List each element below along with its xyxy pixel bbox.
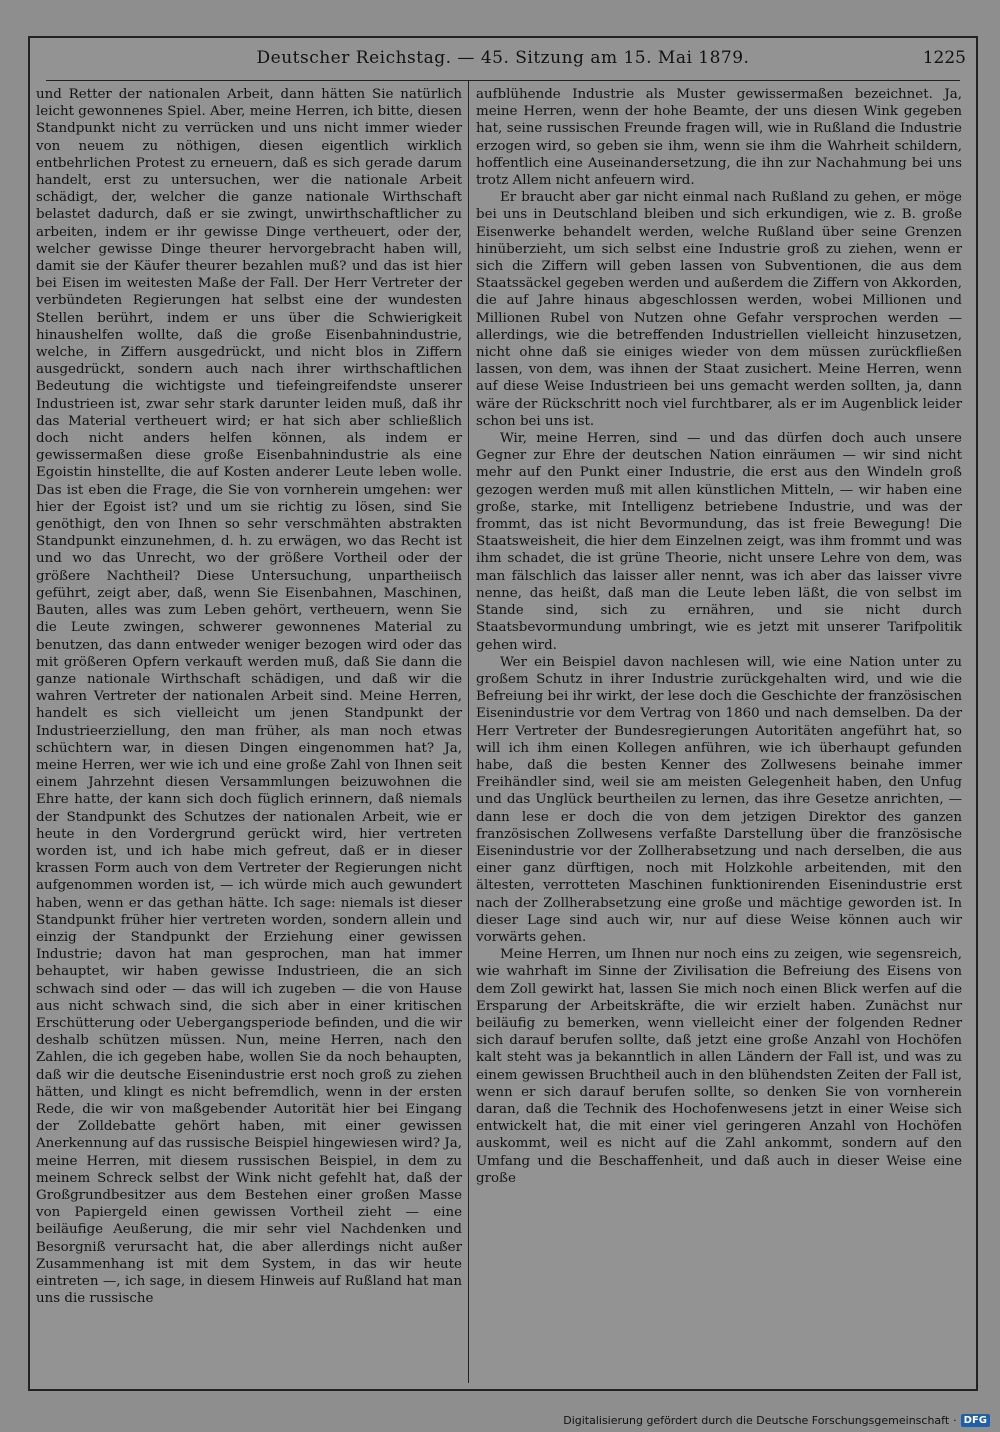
left-column [36, 86, 462, 1307]
dfg-logo-icon: DFG [961, 1414, 990, 1427]
header-rule [46, 80, 960, 81]
page-number: 1225 [922, 48, 966, 68]
paragraph: Wir, meine Herren, sind — und das dürfen doch auch unsere Gegner zur Ehre der deutschen Nation einräumen — wir sind nicht mehr auf den Punkt einer Industrie, die erst aus den Windeln groß gezogen werden muß mit allen künstlichen Mitteln, — wir haben eine große, starke, mit Intelligenz betriebene Industrie, und was der frommt, das ist nicht Bevormundung, das ist freie Bewegung! Die Staatsweisheit, die hier dem Einzelnen zeigt, was ihm frommt und was ihm schadet, die ist grüne Theorie, nicht unsere Lehre von dem, was man fälschlich das laisser aller nennt, was ich aber das laisser vivre nenne, das heißt, daß man die Leute leben läßt, die von selbst im Stande sind, sich zu ernähren, und sie nicht durch Staatsbevormundung umbringt, wie es jetzt mit unserer Tarifpolitik gehen wird. [476, 431, 962, 653]
credit-text: Digitalisierung gefördert durch die Deutsche Forschungsgemeinschaft [563, 1414, 950, 1427]
paragraph: aufblühende Industrie als Muster gewissermaßen bezeichnet. Ja, meine Herren, wenn der hohe Beamte, der uns diesen Wink gegeben hat, seine russischen Freunde fragen will, wie in Rußland die Industrie erzogen wird, so geben sie ihm, wenn sie ihm die Wahrheit schildern, hoffentlich eine Auseinandersetzung, die ihn zur Nachahmung bei uns trotz Allem nicht anfeuern wird. [476, 87, 962, 189]
right-column [476, 86, 962, 1187]
column-divider [468, 80, 469, 1383]
document-page [28, 36, 978, 1391]
paragraph: Er braucht aber gar nicht einmal nach Rußland zu gehen, er möge bei uns in Deutschland bleiben und sich erkundigen, wie z. B. große Eisenwerke behandelt werden, welche Rußland über seine Grenzen hinüberzieht, um sich selbst eine Industrie groß zu ziehen, wenn er sich die Ziffern will geben lassen von Subventionen, die aus dem Staatssäckel gegeben werden und außerdem die Ziffern von Akkorden, die auf Jahre hinaus abgeschlossen werden, wobei Millionen und Millionen Rubel von Nutzen ohne Gefahr versprochen werden — allerdings, wie die betreffenden Industriellen vielleicht hinzusetzen, nicht ohne daß sie einiges wieder von dem müssen zurückfließen lassen, von dem, was ihnen der Staat zusichert. Meine Herren, wenn auf diese Weise Industrieen bei uns gemacht werden sollten, ja, dann wäre der Rückschritt noch viel furchtbarer, als er im Augenblick leider schon bei uns ist. [476, 190, 962, 429]
paragraph: Meine Herren, um Ihnen nur noch eins zu zeigen, wie segensreich, wie wahrhaft im Sinne der Zivilisation die Befreiung des Eisens von dem Zoll gewirkt hat, lassen Sie mich noch einen Blick werfen auf die Ersparung der Arbeitskräfte, die wir erzielt haben. Zunächst nur beiläufig zu bemerken, wenn vielleicht einer der folgenden Redner sich darauf berufen sollte, daß jetzt eine große Anzahl von Hochöfen kalt steht was ja bekanntlich in allen Ländern der Fall ist, und was zu einem gewissen Bruchtheil auch in den blühendsten Zeiten der Fall ist, wenn er sich darauf berufen sollte, so denken Sie von vornherein daran, daß die Technik des Hochofenwesens jetzt in einer Weise sich entwickelt hat, die mit einer viel geringeren Anzahl von Hochöfen auskommt, weil es nicht auf die Zahl ankommt, sondern auf den Umfang und die Beschaffenheit, und daß auch in dieser Weise eine große [476, 947, 962, 1186]
running-title: Deutscher Reichstag. — 45. Sitzung am 15. Mai 1879. [256, 48, 750, 68]
page-header [30, 48, 976, 78]
digitization-credit: Digitalisierung gefördert durch die Deutsche Forschungsgemeinschaft · DFG [563, 1414, 990, 1427]
paragraph: Wer ein Beispiel davon nachlesen will, wie eine Nation unter zu großem Schutz in ihrer Industrie zurückgehalten wird, und wie die Befreiung bei ihr wirkt, der lese doch die Geschichte der französischen Eisenindustrie vor dem Vertrag von 1860 und nach demselben. Da der Herr Vertreter der Bundesregierungen Autoritäten angeführt hat, so will ich ihm einen Kollegen anführen, wie ich überhaupt gefunden habe, daß die besten Kenner des Zollwesens beinahe immer Freihändler sind, weil sie am meisten Gelegenheit haben, den Unfug und das Unglück beurtheilen zu lernen, das ihre Gesetze anrichten, — dann lese er doch die von dem jetzigen Direktor des ganzen französischen Zollwesens verfaßte Darstellung über die französische Eisenindustrie vor der Zollherabsetzung und nach derselben, die aus einer ganz dürftigen, noch mit Holzkohle arbeitenden, mit den ältesten, verrotteten Maschinen funktionirenden Eisenindustrie erst nach der Zollherabsetzung eine große und mächtige geworden ist. In dieser Lage sind auch wir, nur auf diese Weise können auch wir vorwärts gehen. [476, 654, 962, 945]
paragraph: und Retter der nationalen Arbeit, dann hätten Sie natürlich leicht gewonnenes Spiel. Aber, meine Herren, ich bitte, diesen Standpunkt nicht zu verrücken und uns nicht immer wieder von neuem zu nöthigen, diesen eigentlich wirklich entbehrlichen Protest zu erneuern, daß es sich gerade darum handelt, erst zu untersuchen, wer die nationale Arbeit schädigt, der, welcher die ganze nationale Wirthschaft belastet dadurch, daß er sie zwingt, unwirthschaftlicher zu arbeiten, indem er ihr gewisse Dinge vertheuert, oder der, welcher gewisse Dinge theurer hervorgebracht haben will, damit sie der Käufer theurer bezahlen muß? und das ist hier bei Eisen im weitesten Maße der Fall. Der Herr Vertreter der verbündeten Regierungen hat selbst eine der wundesten Stellen berührt, indem er uns über die Schwierigkeit hinaushelfen wollte, daß die große Eisenbahnindustrie, welche, in Ziffern ausgedrückt, und nicht blos in Ziffern ausgedrückt, sondern auch nach ihrer wirthschaftlichen Bedeutung die wichtigste und tiefeingreifendste unserer Industrieen ist, zwar sehr stark darunter leiden muß, daß ihr das Material vertheuert wird; er hat sich aber schließlich doch nicht anders helfen können, als indem er gewissermaßen diese große Eisenbahnindustrie als eine Egoistin hinstellte, die auf Kosten anderer Leute leben wolle. Das ist eben die Frage, die Sie von vornherein umgehen: wer hier der Egoist ist? und um sie richtig zu lösen, sind Sie genöthigt, den von Ihnen so sehr verschmähten abstrakten Standpunkt einzunehmen, d. h. zu erwägen, wo das Recht ist und wo das Unrecht, wo der größere Vortheil oder der größere Nachtheil? Diese Untersuchung, unpartheiisch geführt, zeigt aber, daß, wenn Sie Eisenbahnen, Maschinen, Bauten, alles was zum Leben gehört, vertheuern, wenn Sie die Leute zwingen, schwerer gewonnenes Material zu benutzen, das dann entweder weniger bezogen wird oder das mit größeren Opfern verkauft werden muß, daß Sie dann die ganze nationale Wirthschaft schädigen, und daß wir die wahren Vertreter der nationalen Arbeit sind. Meine Herren, handelt es sich vielleicht um jenen Standpunkt der Industrieerziellung, den man früher, als man noch etwas schüchtern war, in diesen Dingen eingenommen hat? Ja, meine Herren, wer wie ich und eine große Zahl von Ihnen seit einem Jahrzehnt diesen Versammlungen beizuwohnen die Ehre hatte, der kann sich doch füglich erinnern, daß niemals der Standpunkt des Schutzes der nationalen Arbeit, wie er heute in den Vordergrund gerückt wird, hier vertreten worden ist, und ich habe mich gefreut, daß er in dieser krassen Form auch von dem Vertreter der Regierungen nicht aufgenommen worden ist, — ich würde mich auch gewundert haben, wenn er das gethan hätte. Ich sage: niemals ist dieser Standpunkt früher hier vertreten worden, sondern allein und einzig der Standpunkt der Erziehung einer gewissen Industrie; davon hat man gesprochen, man hat immer behauptet, wir haben gewisse Industrieen, die an sich schwach sind oder — das will ich zugeben — die von Hause aus nicht schwach sind, die sich aber in einer kritischen Erschütterung oder Uebergangsperiode befinden, und die wir deshalb schützen müssen. Nun, meine Herren, nach den Zahlen, die ich gegeben habe, wollen Sie da noch behaupten, daß wir die deutsche Eisenindustrie erst noch groß zu ziehen hätten, und klingt es nicht befremdlich, wenn in der ersten Rede, die wir von maßgebender Autorität hier bei Eingang der Zolldebatte gehört haben, mit einer gewissen Anerkennung auf das russische Beispiel hingewiesen wird? Ja, meine Herren, mit diesem russischen Beispiel, in dem zu meinem Schreck selbst der Wink nicht gefehlt hat, daß der Großgrundbesitzer aus dem Bestehen einer großen Masse von Papiergeld einen gewissen Vortheil zieht — eine beiläufige Aeußerung, die mir sehr viel Nachdenken und Besorgniß verursacht hat, die aber allerdings nicht außer Zusammenhang ist mit dem System, in das wir heute eintreten —, ich sage, in diesem Hinweis auf Rußland hat man uns die russische [36, 87, 462, 1307]
